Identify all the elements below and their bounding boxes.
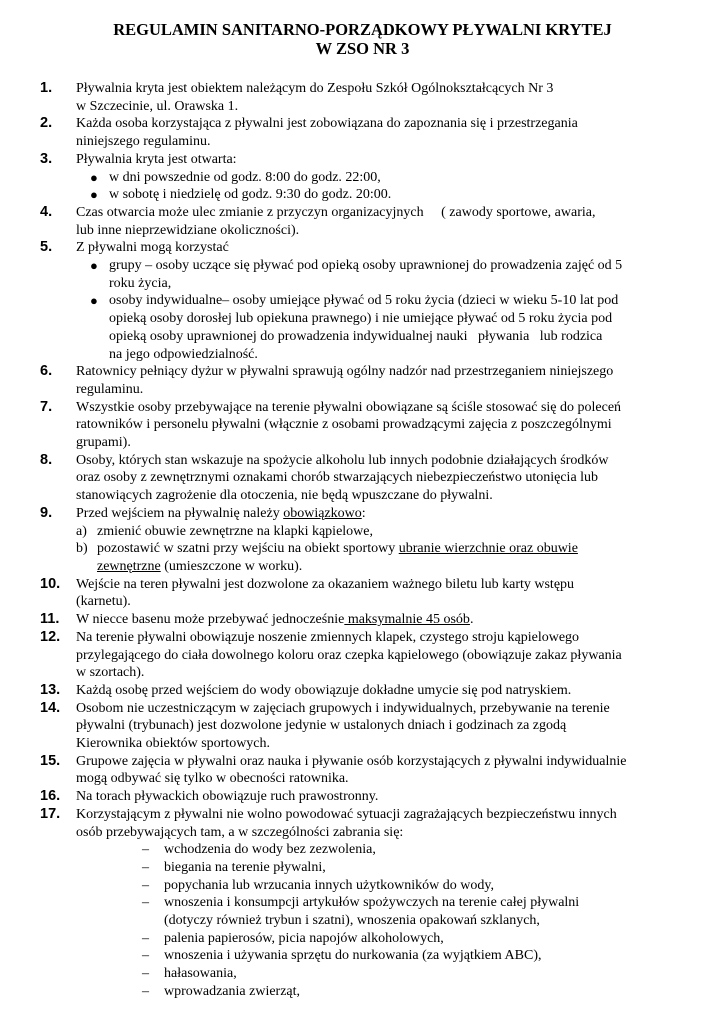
regulation-item-7 [0,399,686,452]
item-text-line: Pływalnia kryta jest obiektem należącym do Zespołu Szkół Ogólnokształcących Nr 3 [76,81,554,96]
text-segment: . [469,612,474,628]
bullet-icon: ● [90,293,98,309]
item-number: 9. [40,504,53,521]
item-text-line: mogą odbywać się tylko w obecności ratownika. [76,771,349,787]
dash-text-line: wnoszenia i używania sprzętu do nurkowania (za wyjątkiem ABC), [164,948,542,964]
bullet-text-line: roku życia, [109,275,172,291]
letter-marker: b) [76,541,88,557]
title-line-2: W ZSO NR 3 [315,39,410,58]
regulation-item-14 [0,700,686,753]
item-text-line: lub inne nieprzewidziane okoliczności). [76,222,300,238]
bullet-icon: ● [90,258,98,274]
item-text-line: Czas otwarcia może ulec zmianie z przyczyn organizacyjnych ( zawody sportowe, awaria, [76,204,596,220]
item-text-line: pływalni (trybunach) jest dozwolone jedynie w ustalonych dniach i godzinach za zgodą [76,718,567,734]
dash-item [76,930,704,948]
item-number: 2. [40,115,53,132]
dash-icon: – [142,966,149,982]
lettered-text-line: zmienić obuwie zewnętrzne na klapki kąpielowe, [97,523,373,539]
item-text-line: osób przebywających tam, a w szczególności zabrania się: [76,824,404,840]
dash-text-line: (dotyczy również trybun i szatni), wnoszenia opakowań szklanych, [164,913,540,929]
item-text-line: przylegającego do ciała dowolnego koloru oraz czepka kąpielowego (obowiązuje zakaz pływania [76,647,622,663]
regulation-list [0,80,725,1001]
regulation-item-3 [0,151,686,204]
dash-icon: – [142,895,149,911]
bullet-text-line: osoby indywidualne– osoby umiejące pływać od 5 roku życia (dzieci w wieku 5-10 lat pod [109,293,619,309]
item-number: 4. [40,203,53,220]
dash-text-line: biegania na terenie pływalni, [164,859,326,875]
item-number: 15. [40,752,61,769]
bullet-text-line: opieką osoby uprawnionej do prowadzenia indywidualnej nauki pływania lub rodzica [109,328,603,344]
text-segment: pozostawić w szatni przy wejściu na obiekt sportowy [97,541,399,557]
item-text-line: Wszystkie osoby przebywające na terenie pływalni obowiązane są ściśle stosować się do poleceń [76,399,622,415]
bullet-text-line: grupy – osoby uczące się pływać pod opieką osoby uprawnionej do prowadzenia zajęć od 5 [109,258,623,274]
item-number: 8. [40,451,53,468]
dash-item [76,859,704,877]
text-segment: Przed wejściem na pływalnię należy [76,505,284,521]
lettered-text-line [97,540,697,558]
item-number: 5. [40,239,53,256]
underlined-text: maksymalnie 45 osób [344,612,470,628]
dash-text-line: wchodzenia do wody bez zezwolenia, [164,842,376,858]
dash-text-line: popychania lub wrzucania innych użytkowników do wody, [164,877,494,893]
item-number: 3. [40,150,53,167]
item-text-line: Pływalnia kryta jest otwarta: [76,151,237,167]
item-text-line: oraz osoby z zewnętrznymi oznakami chorób stwarzających niebezpieczeństwo utonięcia lub [76,470,599,486]
item-number: 16. [40,788,61,805]
bullet-item [76,186,709,204]
item-text-line: regulaminu. [76,381,144,397]
regulation-item-17 [0,806,686,1001]
item-number: 12. [40,628,61,645]
regulation-item-6 [0,363,686,398]
item-number: 13. [40,681,61,698]
item-text-line: Grupowe zajęcia w pływalni oraz nauka i pływanie osób korzystających z pływalni indywidualnie [76,753,627,769]
bullet-icon: ● [90,187,98,203]
bullet-text-line: w dni powszednie od godz. 8:00 do godz. 22:00, [109,169,381,185]
item-text-line: Osoby, których stan wskazuje na spożycie alkoholu lub innych podobnie działających środków [76,452,609,468]
text-segment: (umieszczone w worku). [160,558,303,574]
item-text-line: Korzystającym z pływalni nie wolno powodować sytuacji zagrażających bezpieczeństwu innych [76,806,617,822]
item-number: 6. [40,363,53,380]
item-text-line: Każdą osobę przed wejściem do wody obowiązuje dokładne umycie się pod natryskiem. [76,682,572,698]
regulation-item-9 [0,505,686,576]
dash-icon: – [142,859,149,875]
regulation-item-12 [0,629,686,682]
dash-icon: – [142,842,149,858]
item-text-line [76,611,686,629]
item-text-line: stanowiących zagrożenie dla otoczenia, nie będą wpuszczane do pływalni. [76,488,493,504]
item-number: 7. [40,398,53,415]
item-text-line: Każda osoba korzystająca z pływalni jest zobowiązana do zapoznania się i przestrzegania [76,116,578,132]
item-text-line: (karnetu). [76,594,131,610]
dash-icon: – [142,948,149,964]
lettered-item [76,523,697,541]
regulation-item-15 [0,753,686,788]
item-text-line: w szortach). [76,665,145,681]
regulation-item-10 [0,576,686,611]
dash-icon: – [142,930,149,946]
regulation-item-8 [0,452,686,505]
page-title [0,20,725,58]
bullet-text-line: w sobotę i niedzielę od godz. 9:30 do godz. 20:00. [109,187,392,203]
item-text-line: Wejście na teren pływalni jest dozwolone za okazaniem ważnego biletu lub karty wstępu [76,576,575,592]
bullet-text-line: opieką osoby dorosłej lub opiekuna prawnego) i nie umiejące pływać od 5 roku życia pod [109,311,613,327]
bullet-item [76,257,709,292]
dash-text-line: palenia papierosów, picia napojów alkoholowych, [164,930,444,946]
text-segment: W niecce basenu może przebywać jednocześnie [76,612,345,628]
regulation-item-16 [0,788,686,806]
underlined-text: ubranie wierzchnie oraz obuwie [398,541,578,557]
regulation-item-5 [0,239,686,363]
letter-marker: a) [76,523,87,539]
item-text-line: Na torach pływackich obowiązuje ruch prawostronny. [76,789,379,805]
dash-item [76,877,704,895]
bullet-item [76,169,709,187]
item-text-line: w Szczecinie, ul. Orawska 1. [76,98,239,114]
bullet-text-line: na jego odpowiedzialność. [109,346,258,362]
item-text-line: grupami). [76,435,131,451]
dash-text-line: wnoszenia i konsumpcji artykułów spożywczych na terenie całej pływalni [164,895,580,911]
text-segment: : [361,505,366,521]
dash-icon: – [142,877,149,893]
dash-icon: – [142,983,149,999]
item-number: 1. [40,80,53,96]
dash-text-line: wprowadzania zwierząt, [164,983,301,999]
regulation-item-11 [0,611,686,629]
item-text-line: niniejszego regulaminu. [76,134,211,150]
title-line-1: REGULAMIN SANITARNO-PORZĄDKOWY PŁYWALNI KRYTEJ [113,20,612,39]
lettered-item [76,540,697,575]
item-number: 10. [40,575,61,592]
dash-item [76,894,704,929]
lettered-text-line [97,558,697,576]
dash-item [76,983,704,1001]
item-number: 17. [40,805,61,822]
regulation-item-4 [0,204,686,239]
bullet-item [76,292,709,363]
underlined-text: obowiązkowo [283,505,362,521]
regulation-item-13 [0,682,686,700]
regulation-item-2 [0,115,686,150]
underlined-text: zewnętrzne [97,558,161,574]
item-number: 11. [40,611,60,628]
regulation-item-1 [0,80,686,115]
item-text-line: Ratownicy pełniący dyżur w pływalni sprawują ogólny nadzór nad przestrzeganiem niniejszego [76,364,614,380]
dash-text-line: hałasowania, [164,966,237,982]
item-text-line: Z pływalni mogą korzystać [76,240,229,256]
item-text-line [76,505,686,523]
item-text-line: Kierownika obiektów sportowych. [76,736,271,752]
item-text-line: Osobom nie uczestniczącym w zajęciach grupowych i indywidualnych, przebywanie na terenie [76,700,610,716]
item-text-line: ratowników i personelu pływalni (włącznie z osobami prowadzącymi zajęcia z poszczególnymi [76,417,612,433]
dash-item [76,947,704,965]
item-text-line: Na terenie pływalni obowiązuje noszenie zmiennych klapek, czystego stroju kąpielowego [76,629,580,645]
item-number: 14. [40,699,61,716]
dash-item [76,965,704,983]
dash-item [76,841,704,859]
bullet-icon: ● [90,169,98,185]
